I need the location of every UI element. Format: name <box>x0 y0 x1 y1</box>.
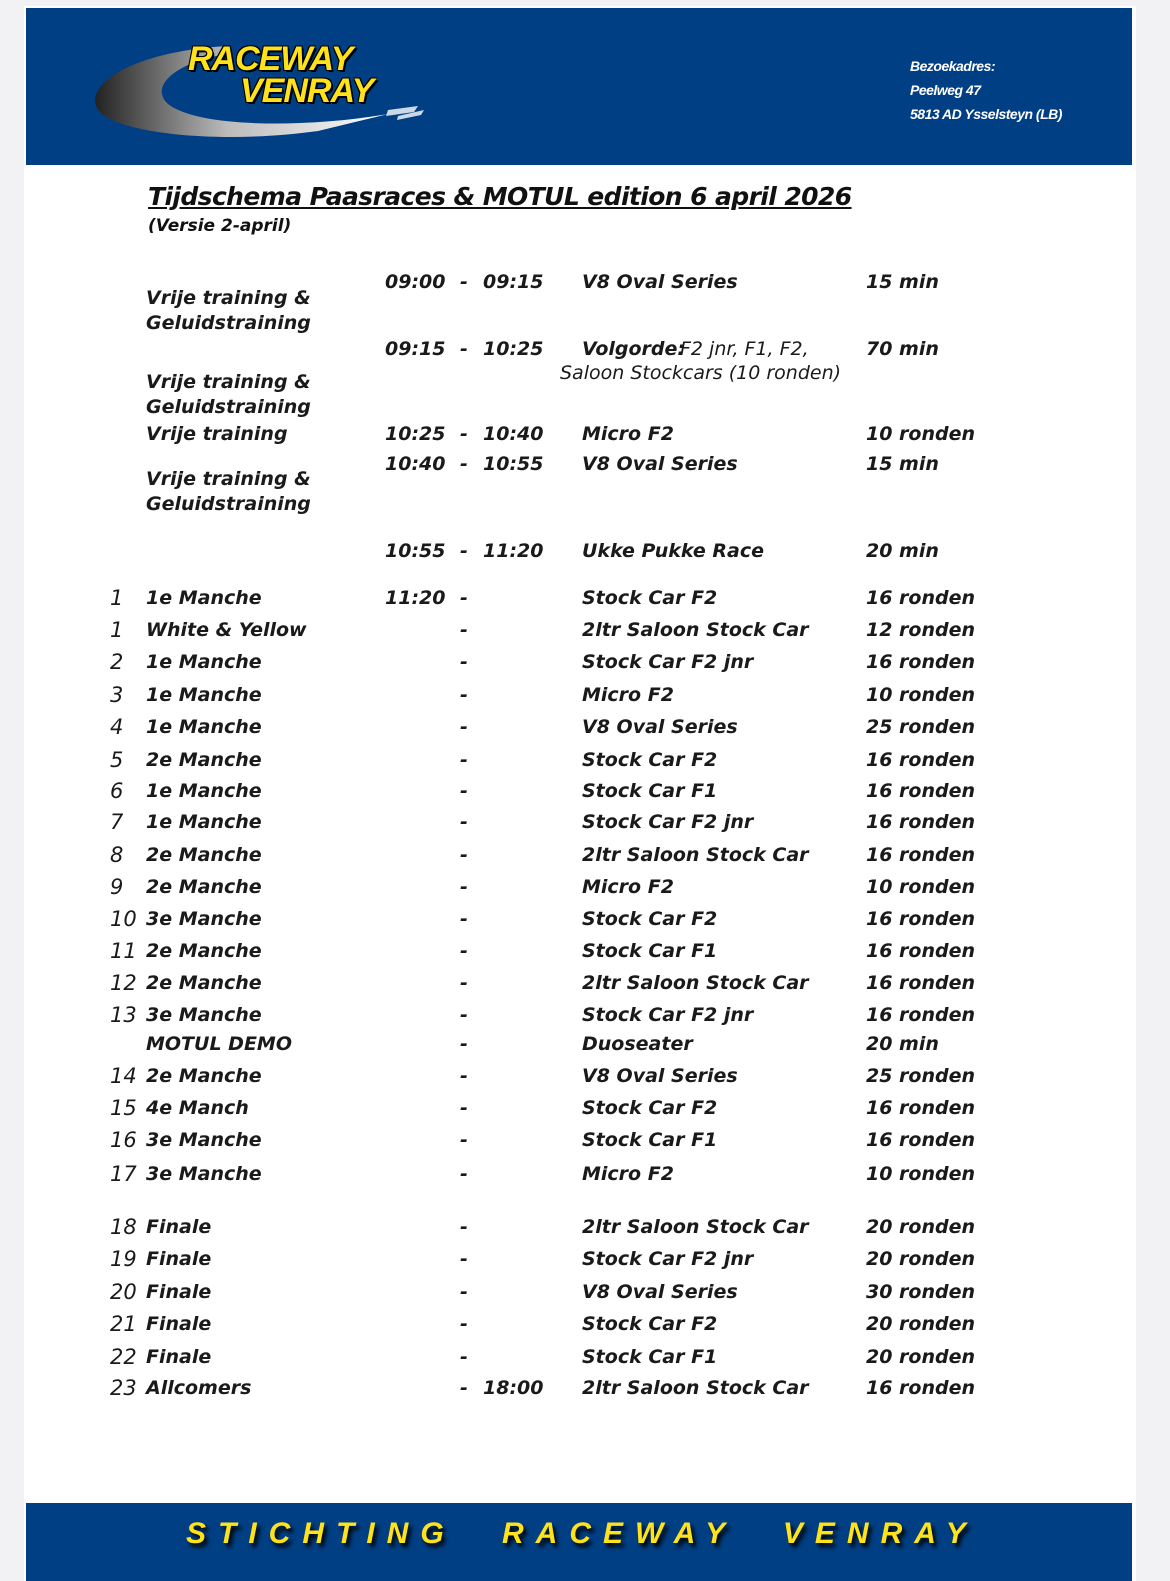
time-separator: - <box>460 780 468 802</box>
race-class: V8 Oval Series <box>582 271 738 293</box>
time-separator: - <box>460 587 468 609</box>
race-number: 4 <box>110 715 124 739</box>
laps: 16 ronden <box>866 587 976 609</box>
heat-name: 3e Manche <box>146 1004 262 1026</box>
heat-name: 1e Manche <box>146 684 262 706</box>
time-separator: - <box>460 1313 468 1335</box>
start-time: 11:20 <box>385 587 446 609</box>
time-separator: - <box>460 1097 468 1119</box>
race-class: Stock Car F2 jnr <box>582 811 754 833</box>
heat-name: Finale <box>146 1216 212 1238</box>
laps: 16 ronden <box>866 780 976 802</box>
heat-name: 4e Manch <box>146 1097 249 1119</box>
laps: 12 ronden <box>866 619 976 641</box>
race-number: 2 <box>110 650 124 674</box>
laps: 25 ronden <box>866 716 976 738</box>
time-separator: - <box>460 619 468 641</box>
race-class-line2: Saloon Stockcars (10 ronden) <box>560 362 842 384</box>
race-class: Micro F2 <box>582 423 674 445</box>
race-class: Stock Car F2 jnr <box>582 1248 754 1270</box>
time-separator: - <box>460 1004 468 1026</box>
race-class: 2ltr Saloon Stock Car <box>582 1216 809 1238</box>
race-class: Stock Car F1 <box>582 940 718 962</box>
race-class: V8 Oval Series <box>582 716 738 738</box>
time-separator: - <box>460 1163 468 1185</box>
duration: 15 min <box>866 453 939 475</box>
race-number: 11 <box>110 939 137 963</box>
time-separator: - <box>460 423 468 445</box>
laps: 16 ronden <box>866 844 976 866</box>
laps: 20 ronden <box>866 1346 976 1368</box>
header-banner <box>26 8 1132 165</box>
footer-banner <box>26 1503 1132 1581</box>
session-label: Geluidstraining <box>146 312 311 334</box>
race-class: 2ltr Saloon Stock Car <box>582 972 809 994</box>
time-separator: - <box>460 271 468 293</box>
race-class: Duoseater <box>582 1033 693 1055</box>
laps: 16 ronden <box>866 1129 976 1151</box>
version-subtitle: (Versie 2-april) <box>148 216 292 236</box>
end-time: 10:40 <box>483 423 544 445</box>
time-separator: - <box>460 1129 468 1151</box>
heat-name: 3e Manche <box>146 1163 262 1185</box>
end-time: 10:25 <box>483 338 544 360</box>
laps: 16 ronden <box>866 749 976 771</box>
race-number: 8 <box>110 843 124 867</box>
race-number: 17 <box>110 1162 137 1186</box>
time-separator: - <box>460 716 468 738</box>
end-time: 09:15 <box>483 271 544 293</box>
race-class: Stock Car F2 <box>582 908 718 930</box>
logo-line2: VENRAY <box>240 72 374 110</box>
laps: 16 ronden <box>866 1004 976 1026</box>
race-class: 2ltr Saloon Stock Car <box>582 844 809 866</box>
class-prefix: Volgorde: <box>582 338 685 360</box>
time-separator: - <box>460 684 468 706</box>
laps: 25 ronden <box>866 1065 976 1087</box>
laps: 30 ronden <box>866 1281 976 1303</box>
heat-name: White & Yellow <box>146 619 307 641</box>
time-separator: - <box>460 940 468 962</box>
heat-name: 1e Manche <box>146 716 262 738</box>
race-number: 19 <box>110 1247 137 1271</box>
session-label: Vrije training <box>146 423 288 445</box>
address-city: 5813 AD Ysselsteyn (LB) <box>910 106 1062 122</box>
duration: 15 min <box>866 271 939 293</box>
heat-name: Finale <box>146 1248 212 1270</box>
footer-text: STICHTING RACEWAY VENRAY <box>186 1517 978 1550</box>
race-class: Stock Car F2 <box>582 587 718 609</box>
address-street: Peelweg 47 <box>910 82 981 98</box>
laps: 20 ronden <box>866 1248 976 1270</box>
race-class: Stock Car F2 jnr <box>582 651 754 673</box>
laps: 16 ronden <box>866 1097 976 1119</box>
time-separator: - <box>460 1033 468 1055</box>
heat-name: Finale <box>146 1346 212 1368</box>
heat-name: MOTUL DEMO <box>146 1033 292 1055</box>
race-class: Stock Car F1 <box>582 1129 718 1151</box>
session-label: Vrije training & <box>146 468 311 490</box>
race-class: Stock Car F1 <box>582 780 718 802</box>
heat-name: 2e Manche <box>146 876 262 898</box>
time-separator: - <box>460 1346 468 1368</box>
end-time: 11:20 <box>483 540 544 562</box>
session-label: Geluidstraining <box>146 493 311 515</box>
race-class: Stock Car F2 <box>582 1313 718 1335</box>
heat-name: 2e Manche <box>146 972 262 994</box>
time-separator: - <box>460 749 468 771</box>
schedule-page <box>24 6 1136 1581</box>
heat-name: 1e Manche <box>146 780 262 802</box>
start-time: 09:15 <box>385 338 446 360</box>
race-class: Ukke Pukke Race <box>582 540 764 562</box>
heat-name: 2e Manche <box>146 749 262 771</box>
heat-name: 1e Manche <box>146 587 262 609</box>
laps: 16 ronden <box>866 972 976 994</box>
heat-name: Finale <box>146 1313 212 1335</box>
time-separator: - <box>460 811 468 833</box>
time-separator: - <box>460 1248 468 1270</box>
race-class: Stock Car F1 <box>582 1346 718 1368</box>
start-time: 09:00 <box>385 271 446 293</box>
race-number: 18 <box>110 1215 137 1239</box>
logo-line1: RACEWAY <box>188 40 353 78</box>
race-class: F2 jnr, F1, F2, <box>680 338 809 360</box>
time-separator: - <box>460 540 468 562</box>
start-time: 10:40 <box>385 453 446 475</box>
heat-name: 2e Manche <box>146 844 262 866</box>
time-separator: - <box>460 651 468 673</box>
laps: 10 ronden <box>866 876 976 898</box>
laps: 16 ronden <box>866 908 976 930</box>
time-separator: - <box>460 338 468 360</box>
race-class: Micro F2 <box>582 876 674 898</box>
race-class: Micro F2 <box>582 1163 674 1185</box>
laps: 20 ronden <box>866 1216 976 1238</box>
time-separator: - <box>460 1281 468 1303</box>
race-number: 1 <box>110 586 124 610</box>
heat-name: 3e Manche <box>146 1129 262 1151</box>
heat-name: 1e Manche <box>146 651 262 673</box>
laps: 16 ronden <box>866 811 976 833</box>
race-class: Micro F2 <box>582 684 674 706</box>
laps: 20 min <box>866 1033 939 1055</box>
end-time: 18:00 <box>483 1377 544 1399</box>
race-number: 21 <box>110 1312 137 1336</box>
session-label: Vrije training & <box>146 371 311 393</box>
end-time: 10:55 <box>483 453 544 475</box>
heat-name: 2e Manche <box>146 1065 262 1087</box>
race-class: 2ltr Saloon Stock Car <box>582 1377 809 1399</box>
session-label: Vrije training & <box>146 287 311 309</box>
race-number: 22 <box>110 1345 137 1369</box>
race-number: 5 <box>110 748 124 772</box>
address-label: Bezoekadres: <box>910 58 996 74</box>
race-class: V8 Oval Series <box>582 1065 738 1087</box>
time-separator: - <box>460 876 468 898</box>
race-number: 9 <box>110 875 124 899</box>
time-separator: - <box>460 844 468 866</box>
page-title: Tijdschema Paasraces & MOTUL edition 6 april 2026 <box>148 182 852 211</box>
laps: 10 ronden <box>866 1163 976 1185</box>
time-separator: - <box>460 1216 468 1238</box>
start-time: 10:25 <box>385 423 446 445</box>
start-time: 10:55 <box>385 540 446 562</box>
session-label: Geluidstraining <box>146 396 311 418</box>
heat-name: 2e Manche <box>146 940 262 962</box>
race-number: 14 <box>110 1064 137 1088</box>
duration: 10 ronden <box>866 423 976 445</box>
heat-name: Allcomers <box>146 1377 252 1399</box>
time-separator: - <box>460 908 468 930</box>
race-class: Stock Car F2 <box>582 749 718 771</box>
heat-name: 3e Manche <box>146 908 262 930</box>
race-class: Stock Car F2 jnr <box>582 1004 754 1026</box>
race-number: 13 <box>110 1003 137 1027</box>
laps: 16 ronden <box>866 1377 976 1399</box>
race-number: 3 <box>110 683 124 707</box>
time-separator: - <box>460 1377 468 1399</box>
race-class: V8 Oval Series <box>582 453 738 475</box>
time-separator: - <box>460 1065 468 1087</box>
time-separator: - <box>460 972 468 994</box>
race-number: 20 <box>110 1280 137 1304</box>
heat-name: 1e Manche <box>146 811 262 833</box>
race-number: 23 <box>110 1376 137 1400</box>
laps: 16 ronden <box>866 651 976 673</box>
race-class: V8 Oval Series <box>582 1281 738 1303</box>
race-number: 12 <box>110 971 137 995</box>
race-number: 16 <box>110 1128 137 1152</box>
race-number: 6 <box>110 779 124 803</box>
duration: 20 min <box>866 540 939 562</box>
race-class: Stock Car F2 <box>582 1097 718 1119</box>
laps: 10 ronden <box>866 684 976 706</box>
time-separator: - <box>460 453 468 475</box>
race-number: 1 <box>110 618 124 642</box>
laps: 16 ronden <box>866 940 976 962</box>
race-class: 2ltr Saloon Stock Car <box>582 619 809 641</box>
laps: 20 ronden <box>866 1313 976 1335</box>
heat-name: Finale <box>146 1281 212 1303</box>
race-number: 10 <box>110 907 137 931</box>
raceway-venray-logo <box>88 36 448 146</box>
race-number: 15 <box>110 1096 137 1120</box>
race-number: 7 <box>110 810 124 834</box>
duration: 70 min <box>866 338 939 360</box>
